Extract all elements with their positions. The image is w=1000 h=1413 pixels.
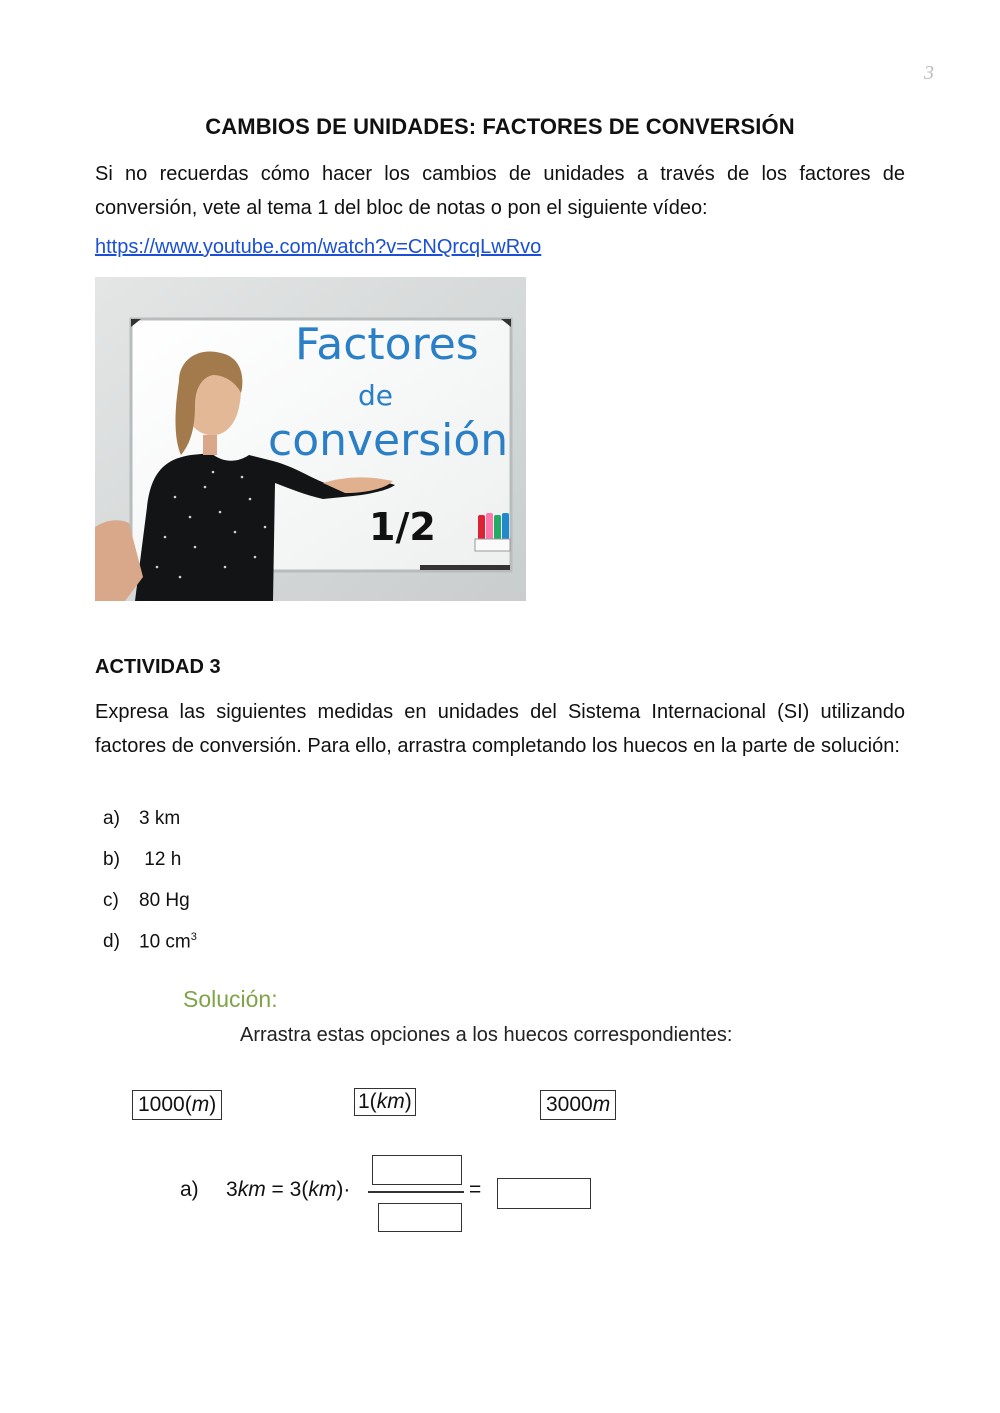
option-paren: ) <box>404 1090 412 1113</box>
list-item-value: 3 km <box>139 808 181 829</box>
solution-heading: Solución: <box>183 986 278 1012</box>
list-item <box>103 931 197 953</box>
list-item <box>103 849 181 871</box>
draggable-option[interactable] <box>354 1088 416 1116</box>
equation-rhs-paren: )· <box>336 1178 351 1201</box>
list-item-label: d) <box>103 931 120 953</box>
draggable-option[interactable] <box>540 1090 616 1120</box>
option-number: 1000( <box>138 1093 192 1116</box>
list-item-value: 12 h <box>139 849 182 870</box>
numerator-drop-zone[interactable] <box>372 1155 462 1185</box>
equation-expression <box>226 1178 350 1202</box>
thumbnail-title-line2: de <box>358 379 393 412</box>
list-item <box>103 890 190 912</box>
option-number: 1( <box>358 1090 377 1113</box>
equation-rhs-number: 3( <box>289 1178 309 1201</box>
fraction-bar <box>368 1191 464 1193</box>
video-link[interactable]: https://www.youtube.com/watch?v=CNQrcqLwRvo <box>95 236 542 258</box>
thumbnail-part: 1/2 <box>369 505 436 549</box>
list-item-label: c) <box>103 890 119 911</box>
solution-instruction: Arrastra estas opciones a los huecos correspondientes: <box>240 1024 733 1046</box>
list-item-exponent: 3 <box>190 931 197 943</box>
page-title: CAMBIOS DE UNIDADES: FACTORES DE CONVERSIÓN <box>205 114 795 139</box>
option-paren: ) <box>209 1093 217 1116</box>
option-number: 3000 <box>546 1093 593 1116</box>
equation-lhs-number: 3 <box>226 1178 238 1201</box>
list-item-value: 80 Hg <box>139 890 190 911</box>
list-item <box>103 808 180 830</box>
option-unit: m <box>191 1093 210 1116</box>
list-item-label: a) <box>103 808 120 829</box>
option-unit: m <box>592 1093 611 1116</box>
thumbnail-title-line1: Factores <box>295 319 479 370</box>
denominator-drop-zone[interactable] <box>378 1203 462 1232</box>
draggable-option[interactable] <box>132 1090 222 1120</box>
option-unit: km <box>376 1090 405 1113</box>
list-item-label: b) <box>103 849 120 870</box>
page-number: 3 <box>924 62 934 84</box>
equation-label: a) <box>180 1178 199 1201</box>
video-thumbnail[interactable] <box>95 277 526 601</box>
activity-heading: ACTIVIDAD 3 <box>95 656 221 678</box>
equation-rhs-unit: km <box>308 1178 337 1201</box>
equation-lhs-unit: km <box>237 1178 266 1201</box>
thumbnail-title-line3: conversión <box>268 415 509 466</box>
equation-equals: = <box>271 1178 284 1201</box>
intro-paragraph: Si no recuerdas cómo hacer los cambios de unidades a través de los factores de conversión, vete al tema 1 del bloc de notas o pon el siguiente vídeo: <box>95 163 905 219</box>
result-equals: = <box>469 1178 482 1201</box>
activity-statement: Expresa las siguientes medidas en unidades del Sistema Internacional (SI) utilizando factores de conversión. Para ello, arrastra completando los huecos en la parte de solución: <box>95 701 905 757</box>
result-drop-zone[interactable] <box>497 1178 591 1209</box>
list-item-value: 10 cm <box>139 931 191 953</box>
